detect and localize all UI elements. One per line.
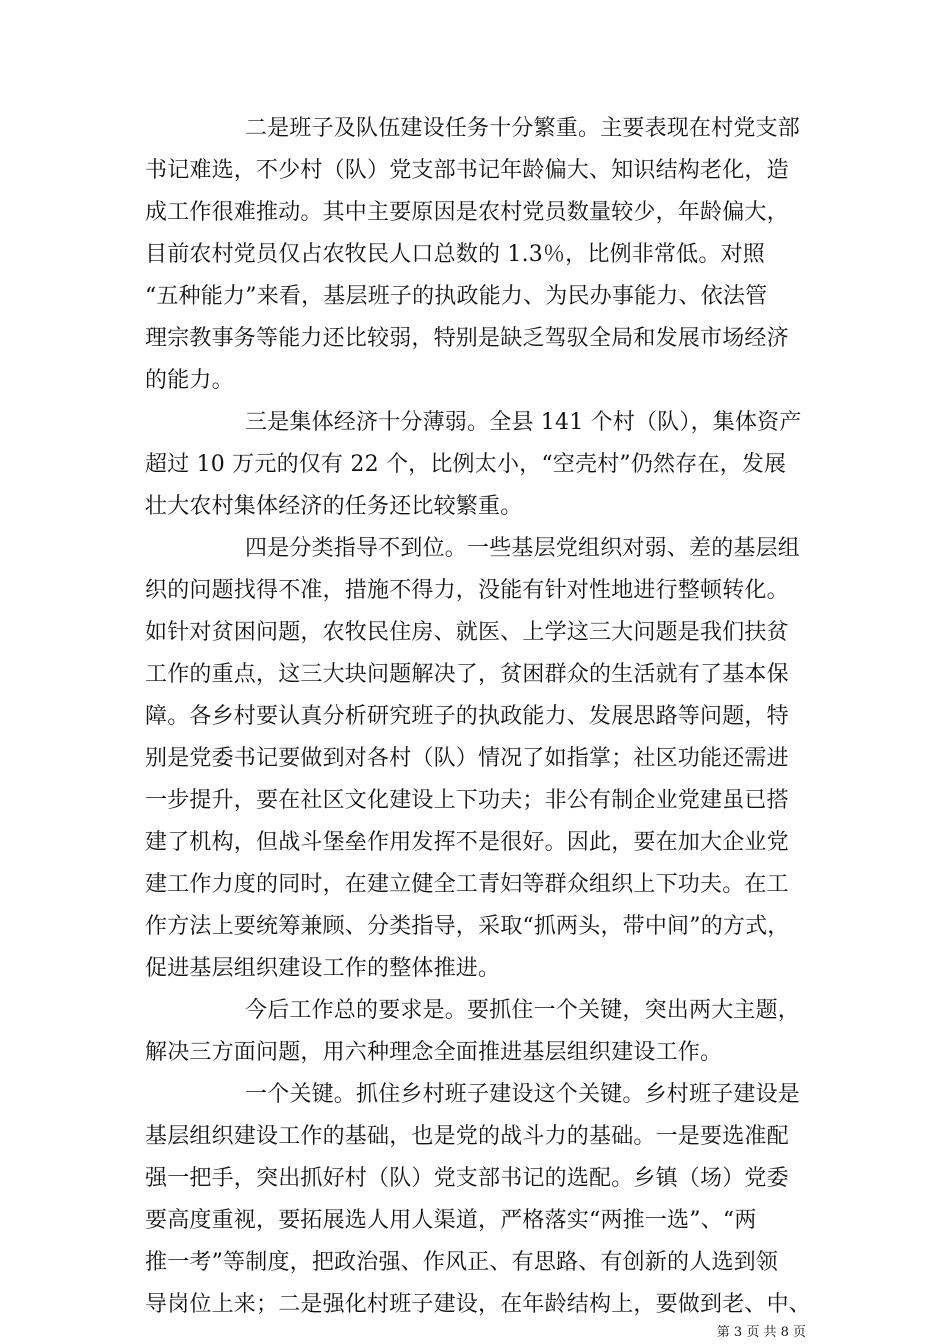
text-line: 作方法上要统筹兼顾、分类指导，采取“抓两头，带中间”的方式， [145,914,790,939]
text-line: 理宗教事务等能力还比较弱，特别是缺乏驾驭全局和发展市场经济 [145,326,789,351]
text-line: 强一把手，突出抓好村（队）党支部书记的选配。乡镇（场）党委 [145,1166,789,1191]
text-line: 的能力。 [145,368,234,393]
text-line: 如针对贫困问题，农牧民住房、就医、上学这三大问题是我们扶贫 [145,620,789,645]
text-line: 推一考”等制度，把政治强、作风正、有思路、有创新的人选到领 [145,1250,779,1275]
text-line: 别是党委书记要做到对各村（队）情况了如指掌；社区功能还需进 [145,746,789,771]
text-line: 障。各乡村要认真分析研究班子的执政能力、发展思路等问题，特 [145,704,789,729]
text-line: 四是分类指导不到位。一些基层党组织对弱、差的基层组 [245,536,801,561]
text-line: 解决三方面问题，用六种理念全面推进基层组织建设工作。 [145,1040,723,1065]
text-line: 书记难选，不少村（队）党支部书记年龄偏大、知识结构老化，造 [145,158,789,183]
text-line: 今后工作总的要求是。要抓住一个关键，突出两大主题， [245,998,801,1023]
text-line: 二是班子及队伍建设任务十分繁重。主要表现在村党支部 [245,116,801,141]
page-number-footer: 第 3 页 共 8 页 [716,1325,806,1340]
text-line: 要高度重视，要拓展选人用人渠道，严格落实“两推一选”、“两 [145,1208,757,1233]
text-line: 目前农村党员仅占农牧民人口总数的 1.3％，比例非常低。对照 [145,242,765,267]
text-line: 工作的重点，这三大块问题解决了，贫困群众的生活就有了基本保 [145,662,789,687]
text-line: 建工作力度的同时，在建立健全工青妇等群众组织上下功夫。在工 [145,872,789,897]
text-line: 基层组织建设工作的基础，也是党的战斗力的基础。一是要选准配 [145,1124,789,1149]
text-line: 织的问题找得不准，措施不得力，没能有针对性地进行整顿转化。 [145,578,789,603]
text-line: 一步提升，要在社区文化建设上下功夫；非公有制企业党建虽已搭 [145,788,789,813]
text-line: 建了机构，但战斗堡垒作用发挥不是很好。因此，要在加大企业党 [145,830,789,855]
text-line: “五种能力”来看，基层班子的执政能力、为民办事能力、依法管 [145,284,768,309]
text-line: 三是集体经济十分薄弱。全县 141 个村（队），集体资产 [245,410,802,435]
text-line: 壮大农村集体经济的任务还比较繁重。 [145,494,523,519]
text-line: 一个关键。抓住乡村班子建设这个关键。乡村班子建设是 [245,1082,801,1107]
text-line: 成工作很难推动。其中主要原因是农村党员数量较少，年龄偏大， [145,200,789,225]
text-line: 促进基层组织建设工作的整体推进。 [145,956,501,981]
text-line: 超过 10 万元的仅有 22 个，比例太小，“空壳村”仍然存在，发展 [145,452,787,477]
text-line: 导岗位上来；二是强化村班子建设，在年龄结构上，要做到老、中、 [145,1292,812,1317]
